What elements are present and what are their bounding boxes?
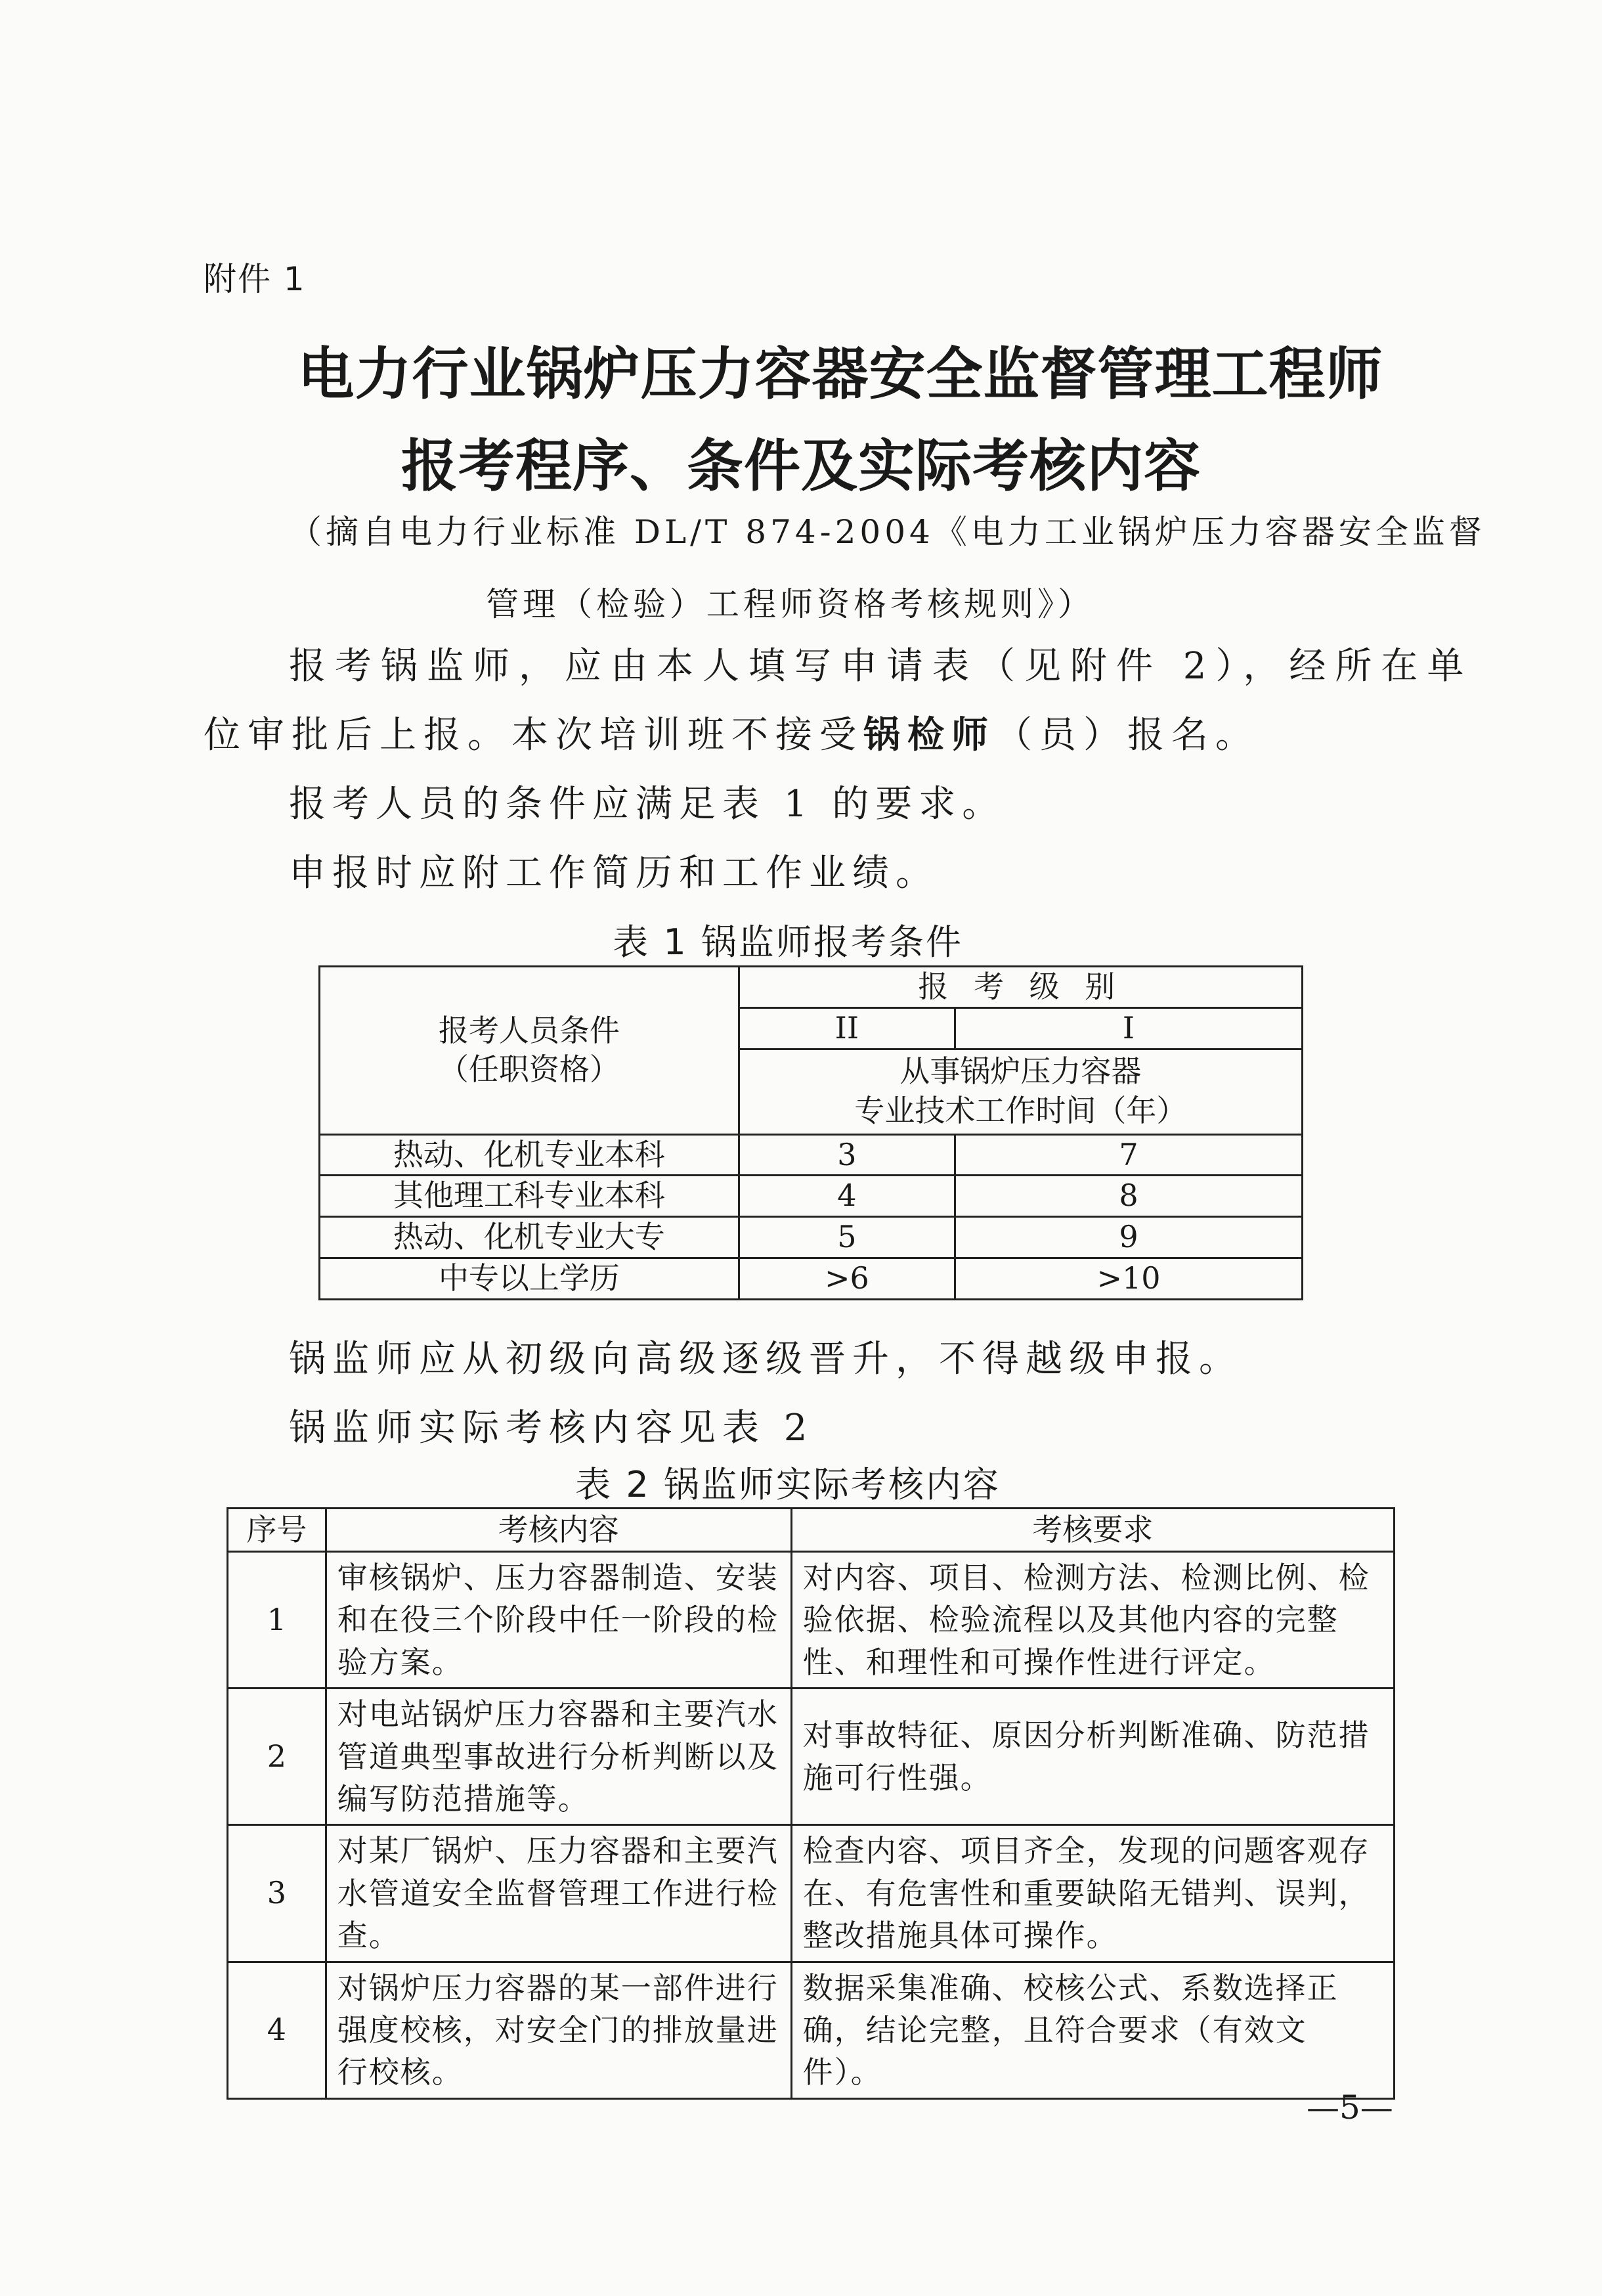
paragraph-4: 锅监师应从初级向高级逐级晋升，不得越级申报。 (289, 1338, 1242, 1380)
table-1-level-header: 报 考 级 别 (739, 967, 1302, 1008)
table-row (228, 1689, 1395, 1825)
table-1-years-header-line-1: 从事锅炉压力容器 (899, 1053, 1142, 1090)
table-2-cell-no: 2 (228, 1689, 326, 1825)
table-2-cell-no: 1 (228, 1552, 326, 1689)
paragraph-1-text-a: 位审批后上报。本次培训班不接受 (204, 714, 863, 757)
table-1-caption: 表 1 锅监师报考条件 (613, 921, 963, 963)
table-2-cell-requirement: 检查内容、项目齐全，发现的问题客观存在、有危害性和重要缺陷无错判、误判，整改措施具体可操作。 (791, 1825, 1394, 1962)
source-note-line-2: 管理（检验）工程师资格考核规则》） (486, 585, 1094, 623)
table-2-cell-content: 对电站锅炉压力容器和主要汽水管道典型事故进行分析判断以及编写防范措施等。 (326, 1689, 791, 1825)
table-1-cell-level-ii: >6 (739, 1258, 955, 1299)
paragraph-1-text-b: （员）报名。 (995, 714, 1259, 757)
table-2-cell-content: 对锅炉压力容器的某一部件进行强度校核，对安全门的排放量进行校核。 (326, 1962, 791, 2098)
table-1-cell-level-ii: 3 (739, 1134, 955, 1176)
table-1-level-ii: II (739, 1007, 955, 1049)
table-1-cell-level-i: >10 (955, 1258, 1303, 1299)
table-row (320, 1258, 1303, 1299)
table-1-years-header (739, 1049, 1302, 1134)
paragraph-1-line-2 (204, 706, 1259, 759)
table-row (228, 1962, 1395, 2098)
table-2-cell-content: 对某厂锅炉、压力容器和主要汽水管道安全监督管理工作进行检查。 (326, 1825, 791, 1962)
table-1-cell-level-ii: 4 (739, 1176, 955, 1217)
table-2-header-requirement: 考核要求 (791, 1509, 1394, 1552)
table-1-cell-level-i: 8 (955, 1176, 1303, 1217)
table-row (320, 1134, 1303, 1176)
attachment-label: 附件 1 (204, 260, 306, 298)
table-2-cell-requirement: 对事故特征、原因分析判断准确、防范措施可行性强。 (791, 1689, 1394, 1825)
table-2-header-no: 序号 (228, 1509, 326, 1552)
table-row (228, 1825, 1395, 1962)
table-1-condition-header (320, 967, 739, 1135)
table-2-cell-no: 4 (228, 1962, 326, 2098)
table-2-cell-no: 3 (228, 1825, 326, 1962)
paragraph-1-line-1: 报考锅监师，应由本人填写申请表（见附件 2），经所在单 (289, 645, 1473, 688)
table-1-cell-condition: 热动、化机专业大专 (320, 1217, 739, 1258)
page-number: —5— (1307, 2088, 1393, 2127)
paragraph-1-bold-term: 锅检师 (863, 713, 995, 757)
table-1-cell-level-ii: 5 (739, 1217, 955, 1258)
table-2 (227, 1507, 1395, 2100)
table-1-cell-level-i: 7 (955, 1134, 1303, 1176)
table-1-condition-header-line-1: 报考人员条件 (438, 1012, 620, 1048)
table-1 (318, 965, 1303, 1300)
table-1-condition-header-line-2: （任职资格） (438, 1051, 620, 1088)
table-1-years-header-line-2: 专业技术工作时间（年） (854, 1093, 1187, 1129)
paragraph-3: 申报时应附工作简历和工作业绩。 (289, 852, 939, 894)
table-2-cell-content: 审核锅炉、压力容器制造、安装和在役三个阶段中任一阶段的检验方案。 (326, 1552, 791, 1689)
table-row (228, 1552, 1395, 1689)
table-2-cell-requirement: 对内容、项目、检测方法、检测比例、检验依据、检验流程以及其他内容的完整性、和理性和可操作性进行评定。 (791, 1552, 1394, 1689)
table-row (320, 1217, 1303, 1258)
paragraph-5: 锅监师实际考核内容见表 2 (289, 1407, 814, 1449)
table-row (320, 1176, 1303, 1217)
table-1-cell-condition: 热动、化机专业本科 (320, 1134, 739, 1176)
title-line-2: 报考程序、条件及实际考核内容 (401, 433, 1201, 499)
table-2-header-content: 考核内容 (326, 1509, 791, 1552)
table-1-cell-condition: 其他理工科专业本科 (320, 1176, 739, 1217)
table-2-caption: 表 2 锅监师实际考核内容 (575, 1464, 1001, 1505)
table-1-cell-level-i: 9 (955, 1217, 1303, 1258)
table-1-level-i: I (955, 1007, 1303, 1049)
table-2-cell-requirement: 数据采集准确、校核公式、系数选择正确，结论完整，且符合要求（有效文件）。 (791, 1962, 1394, 2098)
paragraph-2: 报考人员的条件应满足表 1 的要求。 (289, 783, 1006, 826)
source-note-line-1: （摘自电力行业标准 DL/T 874-2004《电力工业锅炉压力容器安全监督 (289, 513, 1486, 551)
table-1-cell-condition: 中专以上学历 (320, 1258, 739, 1299)
title-line-1: 电力行业锅炉压力容器安全监督管理工程师 (297, 342, 1383, 407)
